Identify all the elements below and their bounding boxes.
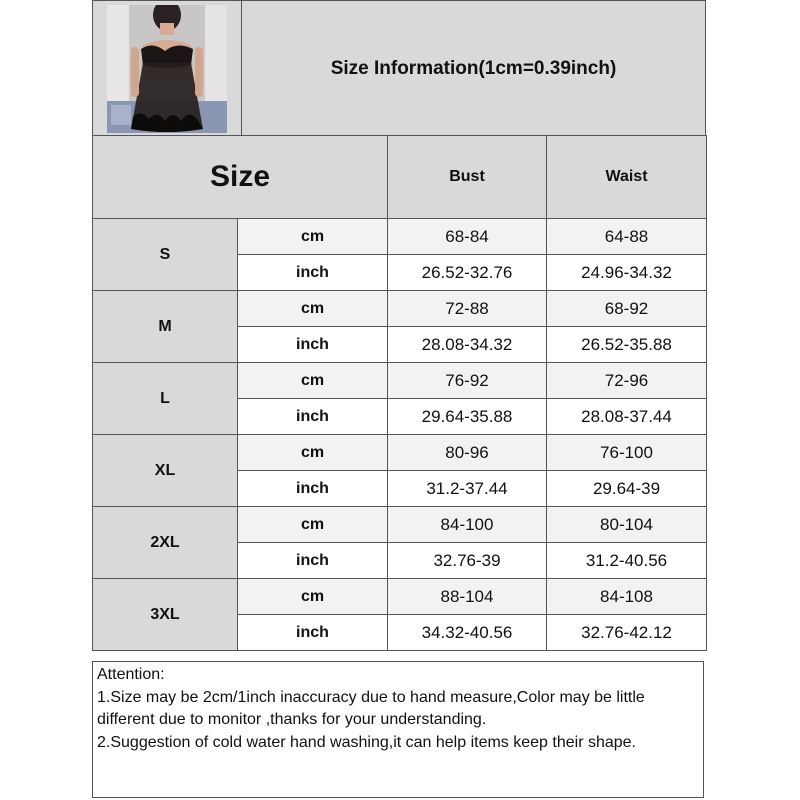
bust-cm-cell: 68-84	[388, 219, 547, 255]
size-name-cell: S	[93, 219, 238, 291]
size-info-title: Size Information(1cm=0.39inch)	[242, 1, 706, 138]
waist-cm-cell: 76-100	[547, 435, 707, 471]
size-name-cell: XL	[93, 435, 238, 507]
unit-inch-cell: inch	[238, 399, 388, 435]
waist-inch-cell: 29.64-39	[547, 471, 707, 507]
unit-cm-cell: cm	[238, 435, 388, 471]
table-row	[93, 507, 707, 543]
unit-inch-cell: inch	[238, 255, 388, 291]
size-name-cell: 2XL	[93, 507, 238, 579]
size-column-header: Size	[93, 136, 388, 219]
note-line: 2.Suggestion of cold water hand washing,it can help items keep their shape.	[97, 733, 636, 751]
unit-cm-cell: cm	[238, 219, 388, 255]
waist-inch-cell: 31.2-40.56	[547, 543, 707, 579]
size-name-cell: L	[93, 363, 238, 435]
unit-cm-cell: cm	[238, 579, 388, 615]
bust-inch-cell: 28.08-34.32	[388, 327, 547, 363]
size-name-cell: 3XL	[93, 579, 238, 651]
note-line: 1.Size may be 2cm/1inch inaccuracy due to hand measure,Color may be little	[97, 688, 645, 706]
attention-notes	[92, 661, 704, 798]
table-row	[93, 219, 707, 255]
waist-inch-cell: 24.96-34.32	[547, 255, 707, 291]
waist-inch-cell: 28.08-37.44	[547, 399, 707, 435]
waist-inch-cell: 32.76-42.12	[547, 615, 707, 651]
bust-cm-cell: 76-92	[388, 363, 547, 399]
unit-cm-cell: cm	[238, 363, 388, 399]
lingerie-model-photo	[107, 5, 227, 133]
size-chart-table	[92, 135, 707, 651]
unit-inch-cell: inch	[238, 327, 388, 363]
table-row	[93, 579, 707, 615]
bust-cm-cell: 80-96	[388, 435, 547, 471]
bust-inch-cell: 29.64-35.88	[388, 399, 547, 435]
bust-column-header: Bust	[388, 136, 547, 219]
bust-cm-cell: 88-104	[388, 579, 547, 615]
waist-cm-cell: 84-108	[547, 579, 707, 615]
attention-heading: Attention:	[97, 666, 165, 683]
table-row	[93, 435, 707, 471]
unit-cm-cell: cm	[238, 507, 388, 543]
waist-cm-cell: 80-104	[547, 507, 707, 543]
waist-cm-cell: 64-88	[547, 219, 707, 255]
size-chart-header-row	[93, 136, 707, 219]
bust-inch-cell: 34.32-40.56	[388, 615, 547, 651]
bust-inch-cell: 26.52-32.76	[388, 255, 547, 291]
product-photo-cell	[93, 1, 242, 138]
unit-inch-cell: inch	[238, 615, 388, 651]
waist-cm-cell: 72-96	[547, 363, 707, 399]
waist-column-header: Waist	[547, 136, 707, 219]
bust-inch-cell: 31.2-37.44	[388, 471, 547, 507]
note-line: different due to monitor ,thanks for your understanding.	[97, 711, 487, 728]
bust-inch-cell: 32.76-39	[388, 543, 547, 579]
unit-inch-cell: inch	[238, 543, 388, 579]
bust-cm-cell: 84-100	[388, 507, 547, 543]
bust-cm-cell: 72-88	[388, 291, 547, 327]
waist-cm-cell: 68-92	[547, 291, 707, 327]
unit-inch-cell: inch	[238, 471, 388, 507]
waist-inch-cell: 26.52-35.88	[547, 327, 707, 363]
table-row	[93, 363, 707, 399]
size-name-cell: M	[93, 291, 238, 363]
unit-cm-cell: cm	[238, 291, 388, 327]
size-info-header	[92, 0, 706, 138]
table-row	[93, 291, 707, 327]
